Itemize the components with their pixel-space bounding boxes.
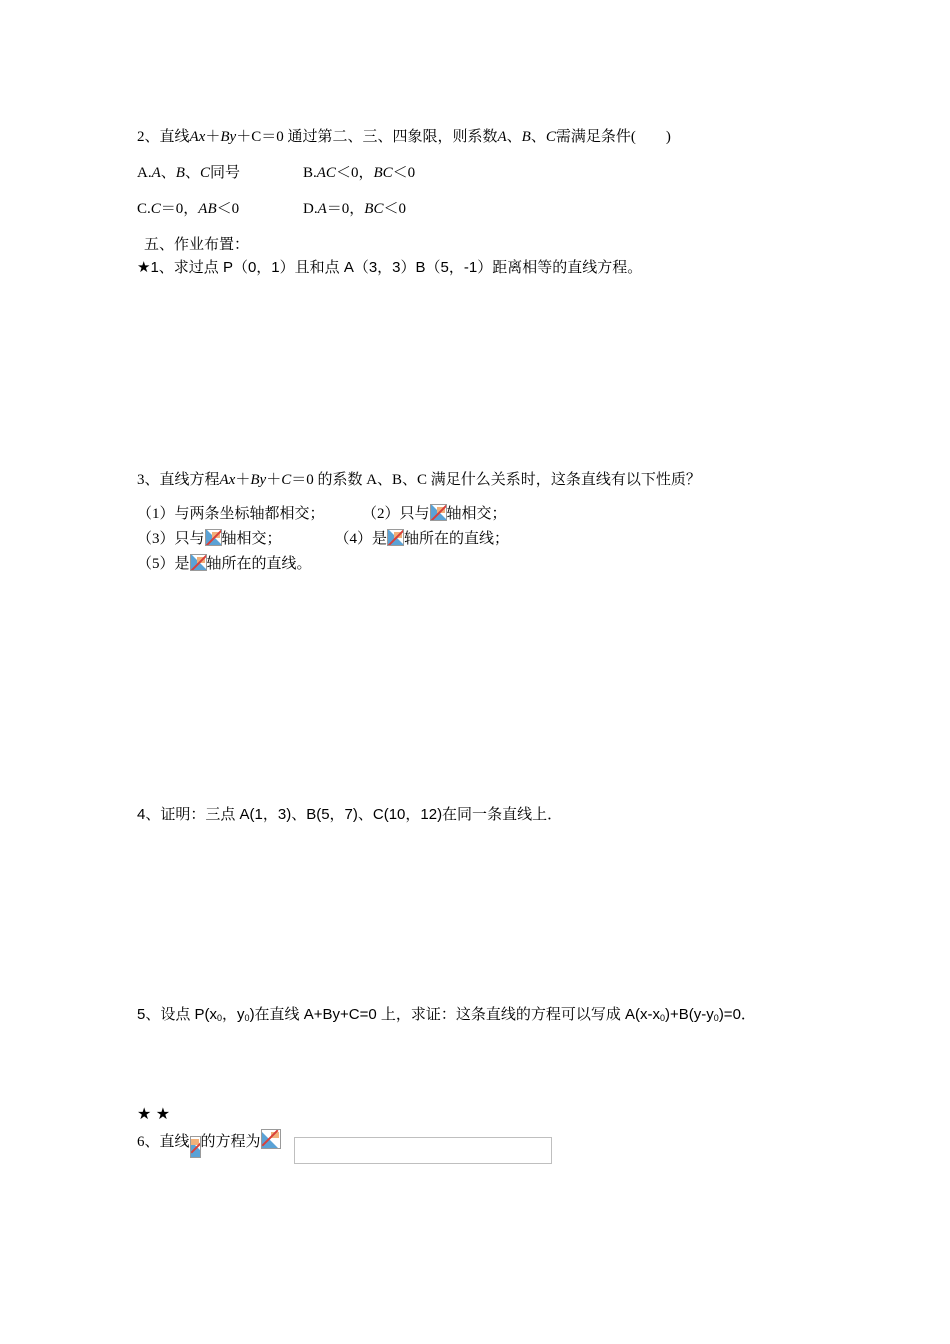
q2-option-c: C.C＝0，AB＜0	[137, 201, 240, 217]
q6-text: 6、直线 的方程为	[137, 1129, 281, 1158]
q2-option-b: B.AC＜0，BC＜0	[303, 165, 416, 181]
q2-options-row2	[137, 199, 406, 219]
q2-options-row1	[137, 163, 415, 183]
broken-image-icon	[190, 1136, 201, 1158]
q2-var-by: By	[220, 129, 237, 145]
q3-stem: 3、直线方程Ax＋By＋C＝0 的系数 A、B、C 满足什么关系时，这条直线有以下性质？	[137, 472, 701, 488]
section-heading: 五、作业布置：	[144, 237, 250, 253]
q3-part-row1: （1）与两条坐标轴都相交； （2）只与 轴相交；	[137, 506, 507, 522]
q2-option-d: D.A＝0，BC＜0	[303, 201, 406, 217]
broken-image-icon	[387, 529, 404, 546]
q2-option-a: A.A、B、C同号	[137, 165, 240, 181]
broken-image-icon	[430, 504, 447, 521]
q3-part-row2: （3）只与 轴相交； （4）是 轴所在的直线；	[137, 531, 510, 547]
q5-text: 5、设点 $P(x_0$，$y_0$)在直线 A+By+C=0 上，求证：这条直线的方程可以写成 $A(x-x_0)+B(y-y_0)=0$．	[137, 1006, 756, 1023]
q2-stem: 2、直线Ax＋By＋C＝0 通过第二、三、四象限，则系数A、B、C需满足条件( )	[137, 129, 671, 145]
q2-var-ax: Ax	[189, 129, 206, 145]
broken-image-icon	[190, 554, 207, 571]
difficulty-stars: ★ ★	[137, 1106, 171, 1123]
answer-box[interactable]	[294, 1137, 552, 1164]
q4-text: 4、证明：三点 A(1，3)、B(5，7)、C(10，12)在同一条直线上．	[137, 806, 563, 823]
q3-part-row3: （5）是 轴所在的直线。	[137, 556, 312, 572]
q3-part1: （1）与两条坐标轴都相交；	[137, 506, 325, 522]
broken-image-icon	[261, 1129, 281, 1149]
broken-image-icon	[205, 529, 222, 546]
hw1-text: ★1、求过点 P（0，1）且和点 A（3，3）B（5，-1）距离相等的直线方程。	[137, 259, 643, 276]
